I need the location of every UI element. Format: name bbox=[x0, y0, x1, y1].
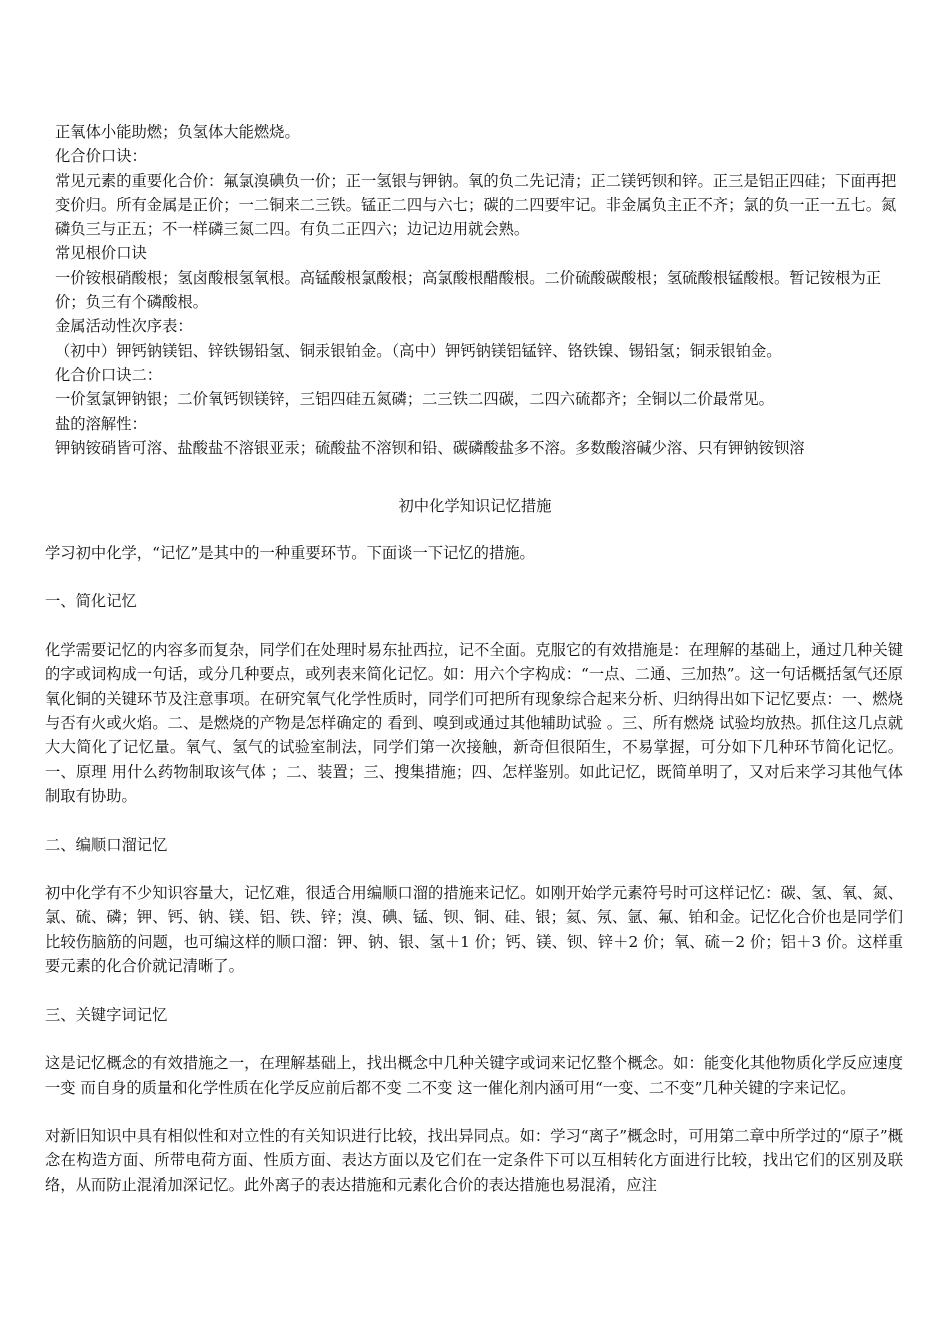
paragraph: 一价铵根硝酸根；氢卤酸根氢氧根。高锰酸根氯酸根；高氯酸根醋酸根。二价硫酸碳酸根；氢硫酸根锰酸根。暂记铵根为正价；负三有个磷酸根。 bbox=[55, 268, 882, 312]
subheading: 化合价口诀： bbox=[55, 147, 147, 166]
section-heading: 三、关键字词记忆 bbox=[45, 1005, 168, 1024]
paragraph: 化学需要记忆的内容多而复杂，同学们在处理时易东扯西拉，记不全面。克服它的有效措施是：在理解的基础上，通过几种关键的字或词构成一句话，或分几种要点，或列表来简化记忆。如：用六个字构成：“一点、二通、三加热”。这一句话概括氢气还原氧化铜的关键环节及注意事项。在研究氧气化学性质时，同学们可把所有现象综合起来分析、归纳得出如下记忆要点：一、燃烧与否有火或火焰。二、是燃烧的产物是怎样确定的 看到、嗅到或通过其他辅助试验 。三、所有燃烧 试验均放热。抓住这几点就大大简化了记忆量。氧气、氢气的试验室制法，同学们第一次接触，新奇但很陌生，不易掌握，可分如下几种环节简化记忆。一、原理 用什么药物制取该气体 ；二、装置；三、搜集措施；四、怎样鉴别。如此记忆，既简单明了，又对后来学习其他气体制取有协助。 bbox=[45, 640, 903, 806]
paragraph: （初中）钾钙钠镁铝、锌铁锡铅氢、铜汞银铂金。（高中）钾钙钠镁铝锰锌、铬铁镍、锡铅氢；铜汞银铂金。 bbox=[55, 341, 782, 360]
section-heading: 二、编顺口溜记忆 bbox=[45, 835, 168, 854]
paragraph: 钾钠铵硝皆可溶、盐酸盐不溶银亚汞；硫酸盐不溶钡和铅、碳磷酸盐多不溶。多数酸溶碱少溶、只有钾钠铵钡溶 bbox=[55, 438, 805, 457]
subheading: 盐的溶解性： bbox=[55, 414, 147, 433]
subheading: 化合价口诀二： bbox=[55, 365, 163, 384]
paragraph: 常见元素的重要化合价：氟氯溴碘负一价；正一氢银与钾钠。氧的负二先记清；正二镁钙钡和锌。正三是铝正四硅；下面再把变价归。所有金属是正价；一二铜来二三铁。锰正二四与六七；碳的二四要牢记。非金属负主正不齐；氯的负一正一五七。氮磷负三与正五；不一样磷三氮二四。有负二正四六；边记边用就会熟。 bbox=[55, 171, 897, 239]
memory-methods-section bbox=[45, 541, 903, 1197]
intro-paragraph: 学习初中化学，“记忆”是其中的一种重要环节。下面谈一下记忆的措施。 bbox=[45, 544, 535, 562]
paragraph: 这是记忆概念的有效措施之一，在理解基础上，找出概念中几种关键字或词来记忆整个概念。如：能变化其他物质化学反应速度 一变 而自身的质量和化学性质在化学反应前后都不变 二不变 这一催化剂内涵可用“一变、二不变”几种关键的字来记忆。 bbox=[45, 1054, 903, 1097]
paragraph: 对新旧知识中具有相似性和对立性的有关知识进行比较，找出异同点。如：学习“离子”概念时，可用第二章中所学过的“原子”概念在构造方面、所带电荷方面、性质方面、表达方面以及它们在一定条件下可以互相转化方面进行比较，找出它们的区别及联络，从而防止混淆加深记忆。此外离子的表达措施和元素化合价的表达措施也易混淆，应注 bbox=[45, 1126, 903, 1194]
section-heading: 一、简化记忆 bbox=[45, 592, 137, 611]
document-title: 初中化学知识记忆措施 bbox=[398, 497, 552, 515]
text-line: 正氧体小能助燃；负氢体大能燃烧。 bbox=[55, 123, 300, 141]
paragraph: 初中化学有不少知识容量大，记忆难，很适合用编顺口溜的措施来记忆。如刚开始学元素符号时可这样记忆：碳、氢、氧、氮、氯、硫、磷；钾、钙、钠、镁、铝、铁、锌；溴、碘、锰、钡、铜、硅、银；氦、氖、氩、氟、铂和金。记忆化合价也是同学们比较伤脑筋的问题，也可编这样的顺口溜：钾、钠、银、氢＋1 价；钙、镁、钡、锌＋2 价；氧、硫－2 价；铝＋3 价。这样重要元素的化合价就记清晰了。 bbox=[45, 884, 903, 976]
subheading: 常见根价口诀 bbox=[55, 244, 147, 263]
formula-mnemonics-section bbox=[50, 120, 900, 460]
paragraph: 一价氢氯钾钠银；二价氧钙钡镁锌，三铝四硅五氮磷；二三铁二四碳，二四六硫都齐；全铜以二价最常见。 bbox=[55, 390, 774, 409]
subheading: 金属活动性次序表： bbox=[55, 317, 193, 336]
